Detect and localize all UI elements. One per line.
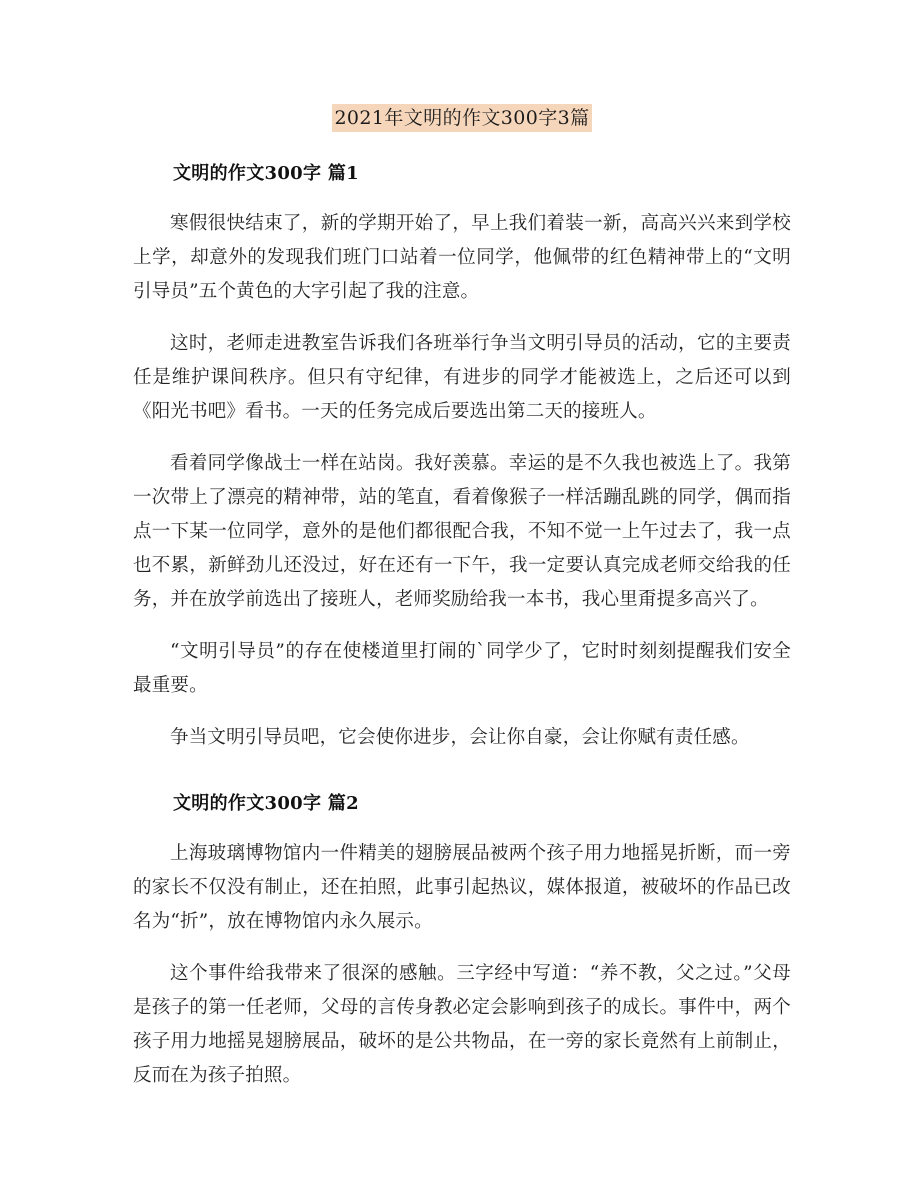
- document-content: [133, 104, 791, 1093]
- section-1-paragraph-1: 寒假很快结束了，新的学期开始了，早上我们着装一新，高高兴兴来到学校上学，却意外的发现我们班门口站着一位同学，他佩带的红色精神带上的“文明引导员”五个黄色的大字引起了我的注意。: [133, 213, 791, 302]
- section-2-paragraph-1: 上海玻璃博物馆内一件精美的翅膀展品被两个孩子用力地摇晃折断，而一旁的家长不仅没有制止，还在拍照，此事引起热议，媒体报道，被破坏的作品已改名为“折”，放在博物馆内永久展示。: [133, 843, 791, 932]
- section-1-paragraph-5: 争当文明引导员吧，它会使你进步，会让你自豪，会让你赋有责任感。: [170, 727, 750, 748]
- document-title: 2021年文明的作文300字3篇: [332, 104, 591, 132]
- document-title-row: [133, 104, 791, 133]
- section-1-paragraph-4: “文明引导员”的存在使楼道里打闹的`同学少了，它时时刻刻提醒我们安全最重要。: [133, 641, 791, 696]
- section-heading-1: 文明的作文300字 篇1: [173, 163, 359, 184]
- section-1-paragraph-3: 看着同学像战士一样在站岗。我好羡慕。幸运的是不久我也被选上了。我第一次带上了漂亮的精神带，站的笔直，看着像猴子一样活蹦乱跳的同学，偶而指点一下某一位同学，意外的是他们都很配合我，不知不觉一上午过去了，我一点也不累，新鲜劲儿还没过，好在还有一下午，我一定要认真完成老师交给我的任务，并在放学前选出了接班人，老师奖励给我一本书，我心里甭提多高兴了。: [133, 453, 791, 610]
- section-heading-2: 文明的作文300字 篇2: [173, 793, 359, 814]
- section-2-paragraph-2: 这个事件给我带来了很深的感触。三字经中写道：“养不教，父之过。”父母是孩子的第一任老师，父母的言传身教必定会影响到孩子的成长。事件中，两个孩子用力地摇晃翅膀展品，破坏的是公共物品，在一旁的家长竟然有上前制止，反而在为孩子拍照。: [133, 963, 791, 1086]
- section-1-paragraph-2: 这时，老师走进教室告诉我们各班举行争当文明引导员的活动，它的主要责任是维护课间秩序。但只有守纪律，有进步的同学才能被选上，之后还可以到《阳光书吧》看书。一天的任务完成后要选出第二天的接班人。: [133, 333, 791, 422]
